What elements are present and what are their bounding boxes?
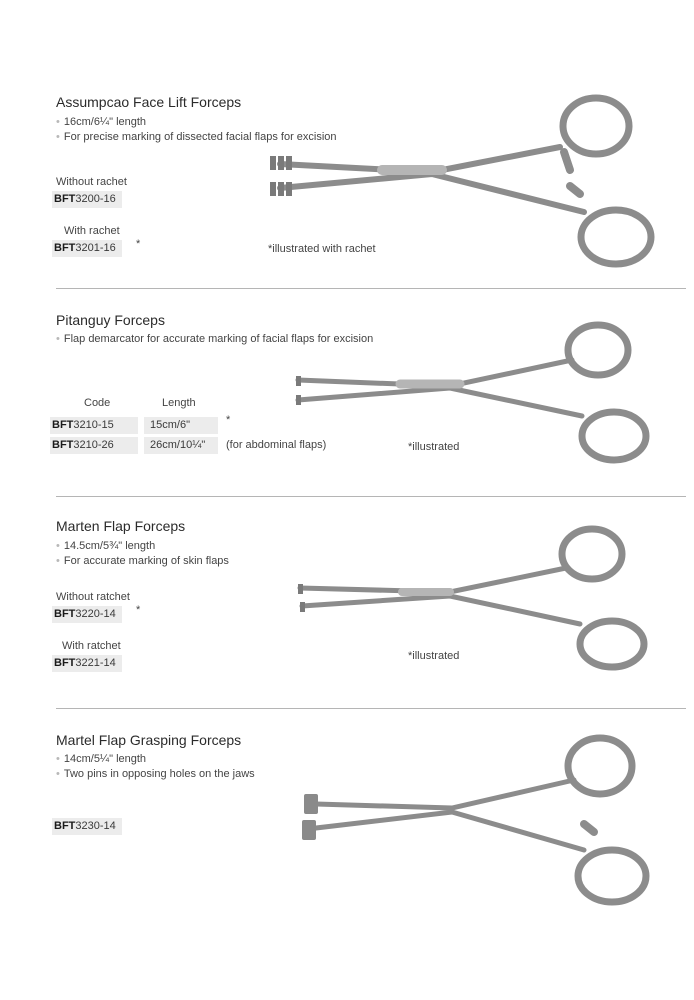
column-header-code: Code — [84, 397, 111, 409]
product-title: Martel Flap Grasping Forceps — [56, 732, 242, 748]
section-divider — [56, 708, 686, 709]
product-title: Assumpcao Face Lift Forceps — [56, 94, 242, 110]
section-divider — [56, 496, 686, 497]
product-code: BFT3201-16 — [52, 240, 122, 257]
bullet-item: • Two pins in opposing holes on the jaws — [56, 768, 255, 780]
asterisk-mark: * — [226, 414, 231, 426]
asterisk-mark: * — [136, 604, 141, 616]
illustration-note: *illustrated — [408, 441, 460, 453]
variant-label: Without ratchet — [56, 591, 130, 603]
variant-label: With rachet — [64, 225, 120, 237]
bullet-item: • Flap demarcator for accurate marking of facial flaps for excision — [56, 333, 374, 345]
bullet-dot-icon: • — [56, 768, 60, 780]
bullet-item: • 14cm/5¼" length — [56, 753, 147, 765]
variant-label: With ratchet — [62, 640, 121, 652]
illustration-note: *illustrated — [408, 650, 460, 662]
bullet-dot-icon: • — [56, 555, 60, 567]
bullet-dot-icon: • — [56, 753, 60, 765]
bullet-item: • 16cm/6¼" length — [56, 116, 147, 128]
product-code: BFT3220-14 — [52, 606, 122, 623]
forceps-image — [292, 728, 662, 908]
forceps-image — [262, 92, 656, 272]
bullet-dot-icon: • — [56, 540, 60, 552]
product-code: BFT3210-15 — [50, 417, 138, 434]
bullet-dot-icon: • — [56, 131, 60, 143]
product-title: Marten Flap Forceps — [56, 518, 186, 534]
product-code: BFT3230-14 — [52, 818, 122, 835]
column-header-length: Length — [162, 397, 196, 409]
section-divider — [56, 288, 686, 289]
bullet-dot-icon: • — [56, 116, 60, 128]
bullet-item: • For accurate marking of skin flaps — [56, 555, 229, 567]
variant-label: Without rachet — [56, 176, 127, 188]
product-title: Pitanguy Forceps — [56, 312, 165, 328]
product-code: BFT3210-26 — [50, 437, 138, 454]
length-cell: 26cm/10¼" — [144, 437, 218, 454]
bullet-item: • 14.5cm/5¾" length — [56, 540, 156, 552]
forceps-image — [290, 524, 650, 674]
illustration-note: *illustrated with rachet — [268, 243, 376, 255]
asterisk-mark: * — [136, 238, 141, 250]
forceps-image — [290, 318, 650, 466]
product-code: BFT3200-16 — [52, 191, 122, 208]
product-code: BFT3221-14 — [52, 655, 122, 672]
length-cell: 15cm/6" — [144, 417, 218, 434]
length-note: (for abdominal flaps) — [226, 439, 327, 451]
bullet-item: • For precise marking of dissected facial flaps for excision — [56, 131, 337, 143]
bullet-dot-icon: • — [56, 333, 60, 345]
